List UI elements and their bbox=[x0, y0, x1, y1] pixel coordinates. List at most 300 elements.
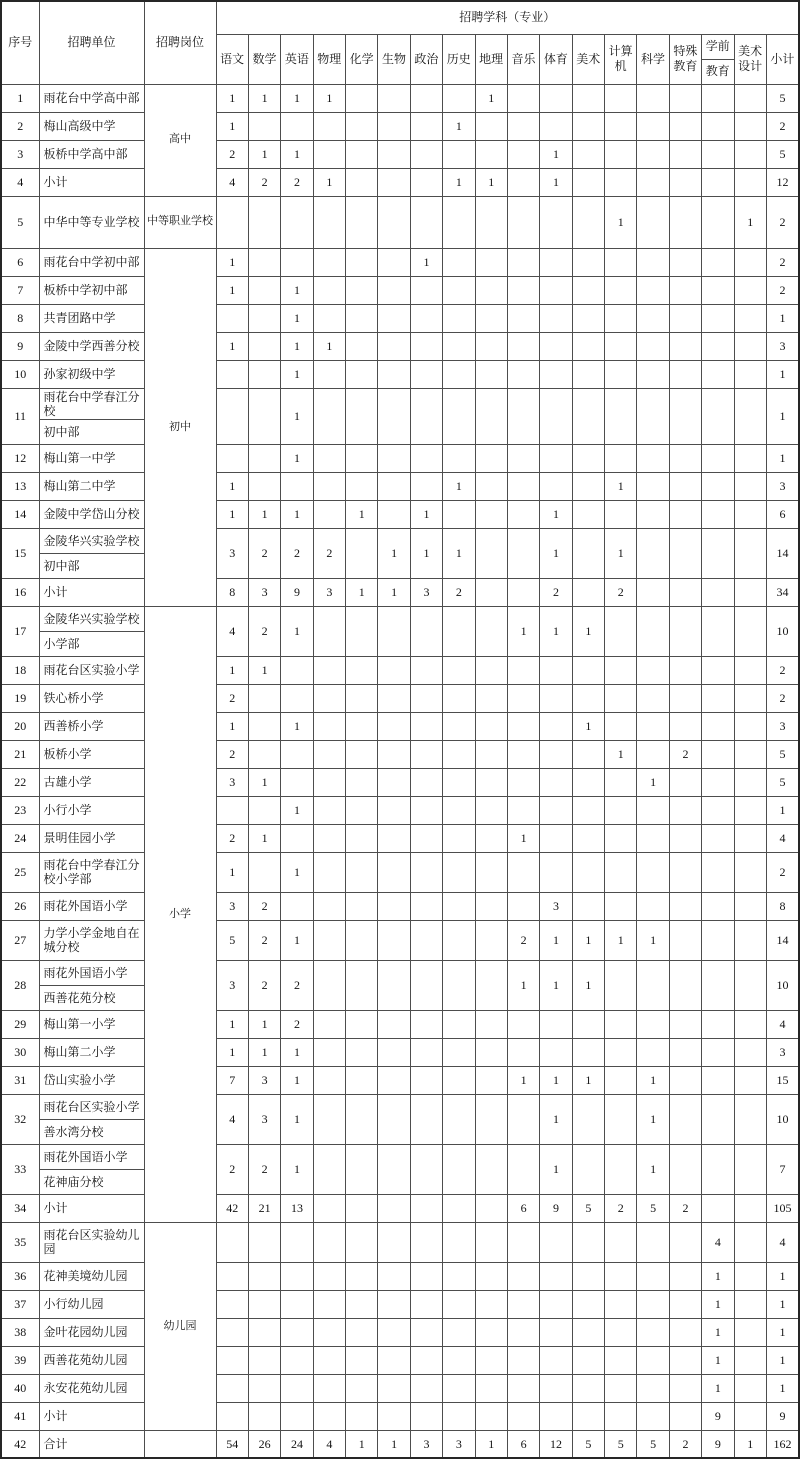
cell-value bbox=[572, 140, 604, 168]
cell-value bbox=[702, 140, 734, 168]
cell-value bbox=[669, 1010, 701, 1038]
cell-value bbox=[734, 304, 766, 332]
col-header-subject-14: 特殊教育 bbox=[669, 34, 701, 84]
table-row bbox=[1, 1318, 799, 1346]
cell-value bbox=[507, 332, 539, 360]
cell-value bbox=[637, 84, 669, 112]
col-header-subject-13: 科学 bbox=[637, 34, 669, 84]
cell-value: 3 bbox=[313, 578, 345, 606]
cell-value bbox=[637, 528, 669, 578]
cell-value bbox=[637, 1290, 669, 1318]
cell-value: 4 bbox=[766, 824, 799, 852]
cell-value bbox=[346, 1222, 378, 1262]
row-number: 34 bbox=[1, 1194, 39, 1222]
cell-value bbox=[669, 112, 701, 140]
cell-value bbox=[734, 606, 766, 656]
cell-value: 5 bbox=[572, 1430, 604, 1458]
cell-value: 5 bbox=[766, 768, 799, 796]
cell-value bbox=[572, 578, 604, 606]
col-header-subject-9: 音乐 bbox=[507, 34, 539, 84]
cell-value bbox=[346, 196, 378, 248]
row-number: 25 bbox=[1, 852, 39, 892]
cell-value bbox=[313, 140, 345, 168]
cell-value bbox=[281, 824, 313, 852]
table-row bbox=[1, 1094, 799, 1119]
cell-value bbox=[443, 388, 475, 444]
cell-value: 1 bbox=[216, 112, 248, 140]
cell-value bbox=[443, 1010, 475, 1038]
cell-value bbox=[637, 1318, 669, 1346]
cell-value bbox=[605, 168, 637, 196]
unit-name-secondary: 初中部 bbox=[39, 419, 144, 444]
cell-value: 2 bbox=[669, 1430, 701, 1458]
cell-value bbox=[507, 684, 539, 712]
cell-value bbox=[637, 444, 669, 472]
table-row bbox=[1, 684, 799, 712]
unit-name: 金陵中学岱山分校 bbox=[39, 500, 144, 528]
cell-value: 1 bbox=[378, 528, 410, 578]
cell-value bbox=[540, 1222, 572, 1262]
cell-value bbox=[281, 472, 313, 500]
row-number: 13 bbox=[1, 472, 39, 500]
cell-value bbox=[410, 168, 442, 196]
cell-value bbox=[281, 112, 313, 140]
cell-value bbox=[313, 740, 345, 768]
cell-value: 12 bbox=[766, 168, 799, 196]
table-row bbox=[1, 712, 799, 740]
cell-value bbox=[346, 656, 378, 684]
cell-value: 1 bbox=[346, 1430, 378, 1458]
cell-value bbox=[248, 684, 280, 712]
cell-value bbox=[669, 168, 701, 196]
cell-value bbox=[443, 1038, 475, 1066]
cell-value: 1 bbox=[766, 1262, 799, 1290]
cell-value bbox=[540, 1290, 572, 1318]
cell-value: 1 bbox=[248, 140, 280, 168]
row-number: 5 bbox=[1, 196, 39, 248]
unit-name: 梅山第二小学 bbox=[39, 1038, 144, 1066]
cell-value bbox=[281, 1222, 313, 1262]
col-header-unit: 招聘单位 bbox=[39, 1, 144, 84]
cell-value bbox=[346, 1144, 378, 1194]
unit-name: 梅山第一中学 bbox=[39, 444, 144, 472]
cell-value: 1 bbox=[281, 84, 313, 112]
row-number: 2 bbox=[1, 112, 39, 140]
cell-value: 1 bbox=[281, 276, 313, 304]
row-number: 39 bbox=[1, 1346, 39, 1374]
table-row bbox=[1, 656, 799, 684]
cell-value bbox=[248, 276, 280, 304]
cell-value bbox=[572, 528, 604, 578]
cell-value bbox=[572, 500, 604, 528]
cell-value bbox=[507, 656, 539, 684]
row-number: 9 bbox=[1, 332, 39, 360]
cell-value: 1 bbox=[766, 1290, 799, 1318]
cell-value bbox=[216, 388, 248, 444]
cell-value bbox=[669, 1144, 701, 1194]
cell-value bbox=[378, 852, 410, 892]
cell-value bbox=[637, 1374, 669, 1402]
cell-value bbox=[216, 304, 248, 332]
cell-value bbox=[734, 824, 766, 852]
cell-value: 2 bbox=[248, 168, 280, 196]
cell-value: 2 bbox=[766, 852, 799, 892]
cell-value bbox=[410, 1066, 442, 1094]
unit-name: 小行小学 bbox=[39, 796, 144, 824]
cell-value: 1 bbox=[507, 824, 539, 852]
unit-name: 雨花台区实验小学 bbox=[39, 1094, 144, 1119]
cell-value bbox=[702, 360, 734, 388]
col-header-subject-16: 美术设计 bbox=[734, 34, 766, 84]
table-row bbox=[1, 388, 799, 419]
cell-value: 1 bbox=[281, 920, 313, 960]
col-header-subject-6: 政治 bbox=[410, 34, 442, 84]
cell-value bbox=[572, 796, 604, 824]
cell-value bbox=[475, 248, 507, 276]
cell-value bbox=[475, 1346, 507, 1374]
cell-value: 4 bbox=[766, 1010, 799, 1038]
cell-value bbox=[572, 1144, 604, 1194]
cell-value bbox=[443, 796, 475, 824]
cell-value bbox=[443, 684, 475, 712]
cell-value bbox=[378, 1010, 410, 1038]
row-number: 40 bbox=[1, 1374, 39, 1402]
unit-name-secondary: 初中部 bbox=[39, 553, 144, 578]
cell-value bbox=[572, 360, 604, 388]
cell-value bbox=[669, 304, 701, 332]
cell-value bbox=[248, 1318, 280, 1346]
row-number: 24 bbox=[1, 824, 39, 852]
cell-value bbox=[313, 824, 345, 852]
cell-value bbox=[702, 472, 734, 500]
cell-value bbox=[216, 1402, 248, 1430]
cell-value: 1 bbox=[410, 248, 442, 276]
cell-value bbox=[507, 740, 539, 768]
cell-value: 1 bbox=[281, 852, 313, 892]
cell-value bbox=[702, 112, 734, 140]
cell-value bbox=[378, 360, 410, 388]
table-row bbox=[1, 796, 799, 824]
cell-value bbox=[507, 472, 539, 500]
cell-value bbox=[572, 1262, 604, 1290]
cell-value bbox=[346, 1066, 378, 1094]
cell-value: 1 bbox=[313, 84, 345, 112]
cell-value: 3 bbox=[248, 1066, 280, 1094]
cell-value bbox=[637, 1222, 669, 1262]
cell-value: 3 bbox=[766, 1038, 799, 1066]
cell-value bbox=[734, 656, 766, 684]
cell-value bbox=[410, 444, 442, 472]
cell-value bbox=[734, 1038, 766, 1066]
cell-value bbox=[572, 304, 604, 332]
cell-value bbox=[669, 276, 701, 304]
cell-value: 1 bbox=[248, 824, 280, 852]
cell-value bbox=[216, 796, 248, 824]
cell-value: 1 bbox=[281, 606, 313, 656]
cell-value bbox=[378, 1066, 410, 1094]
cell-value bbox=[443, 1144, 475, 1194]
cell-value bbox=[669, 444, 701, 472]
cell-value bbox=[346, 1262, 378, 1290]
cell-value bbox=[313, 248, 345, 276]
cell-value bbox=[572, 472, 604, 500]
cell-value bbox=[410, 1194, 442, 1222]
cell-value: 2 bbox=[248, 960, 280, 1010]
table-row bbox=[1, 1374, 799, 1402]
cell-value bbox=[475, 1318, 507, 1346]
cell-value bbox=[378, 140, 410, 168]
cell-value: 54 bbox=[216, 1430, 248, 1458]
cell-value bbox=[410, 1374, 442, 1402]
cell-value: 1 bbox=[216, 248, 248, 276]
col-header-subject-0: 语文 bbox=[216, 34, 248, 84]
cell-value: 3 bbox=[766, 712, 799, 740]
post-label: 幼儿园 bbox=[144, 1222, 216, 1430]
cell-value: 3 bbox=[443, 1430, 475, 1458]
cell-value bbox=[475, 500, 507, 528]
cell-value bbox=[540, 332, 572, 360]
cell-value bbox=[702, 768, 734, 796]
cell-value bbox=[507, 796, 539, 824]
cell-value bbox=[540, 768, 572, 796]
cell-value bbox=[669, 1222, 701, 1262]
cell-value bbox=[572, 656, 604, 684]
cell-value bbox=[734, 1066, 766, 1094]
cell-value bbox=[410, 606, 442, 656]
cell-value bbox=[669, 140, 701, 168]
cell-value bbox=[378, 768, 410, 796]
cell-value bbox=[734, 1094, 766, 1144]
cell-value bbox=[605, 388, 637, 444]
cell-value bbox=[734, 528, 766, 578]
cell-value bbox=[378, 276, 410, 304]
cell-value bbox=[702, 1010, 734, 1038]
cell-value bbox=[572, 1318, 604, 1346]
cell-value bbox=[443, 1222, 475, 1262]
cell-value bbox=[734, 1144, 766, 1194]
cell-value bbox=[216, 1318, 248, 1346]
cell-value: 2 bbox=[248, 920, 280, 960]
col-header-subject-8: 地理 bbox=[475, 34, 507, 84]
cell-value bbox=[669, 500, 701, 528]
cell-value: 1 bbox=[540, 606, 572, 656]
cell-value bbox=[313, 1374, 345, 1402]
row-number: 12 bbox=[1, 444, 39, 472]
cell-value: 1 bbox=[281, 1038, 313, 1066]
cell-value bbox=[702, 388, 734, 444]
cell-value: 2 bbox=[281, 1010, 313, 1038]
cell-value bbox=[378, 1094, 410, 1144]
cell-value: 14 bbox=[766, 920, 799, 960]
cell-value bbox=[540, 852, 572, 892]
cell-value bbox=[702, 960, 734, 1010]
cell-value bbox=[281, 1262, 313, 1290]
cell-value bbox=[669, 656, 701, 684]
cell-value bbox=[410, 1318, 442, 1346]
cell-value bbox=[637, 656, 669, 684]
cell-value: 1 bbox=[734, 1430, 766, 1458]
cell-value bbox=[702, 196, 734, 248]
cell-value: 5 bbox=[216, 920, 248, 960]
cell-value: 9 bbox=[540, 1194, 572, 1222]
cell-value bbox=[669, 248, 701, 276]
cell-value: 2 bbox=[216, 740, 248, 768]
cell-value bbox=[734, 276, 766, 304]
row-number: 42 bbox=[1, 1430, 39, 1458]
cell-value bbox=[313, 196, 345, 248]
row-number: 14 bbox=[1, 500, 39, 528]
cell-value bbox=[313, 852, 345, 892]
cell-value bbox=[378, 606, 410, 656]
cell-value: 5 bbox=[637, 1194, 669, 1222]
cell-value bbox=[540, 1038, 572, 1066]
cell-value bbox=[443, 196, 475, 248]
row-number: 26 bbox=[1, 892, 39, 920]
cell-value: 2 bbox=[766, 248, 799, 276]
cell-value bbox=[248, 1290, 280, 1318]
cell-value: 8 bbox=[766, 892, 799, 920]
cell-value bbox=[475, 1038, 507, 1066]
cell-value: 1 bbox=[281, 796, 313, 824]
cell-value bbox=[313, 444, 345, 472]
row-number: 38 bbox=[1, 1318, 39, 1346]
cell-value bbox=[346, 1318, 378, 1346]
table-header bbox=[1, 1, 799, 84]
cell-value bbox=[734, 578, 766, 606]
split-header-bottom: 教育 bbox=[705, 64, 730, 78]
cell-value bbox=[702, 606, 734, 656]
cell-value bbox=[410, 1290, 442, 1318]
cell-value: 6 bbox=[507, 1194, 539, 1222]
cell-value bbox=[475, 388, 507, 444]
cell-value bbox=[410, 276, 442, 304]
cell-value bbox=[313, 1222, 345, 1262]
cell-value: 2 bbox=[669, 740, 701, 768]
cell-value bbox=[637, 960, 669, 1010]
cell-value bbox=[572, 1222, 604, 1262]
cell-value: 2 bbox=[313, 528, 345, 578]
cell-value bbox=[605, 960, 637, 1010]
cell-value bbox=[572, 332, 604, 360]
row-number: 15 bbox=[1, 528, 39, 578]
cell-value bbox=[475, 606, 507, 656]
row-number: 37 bbox=[1, 1290, 39, 1318]
table-row bbox=[1, 1066, 799, 1094]
col-header-subject-12: 计算机 bbox=[605, 34, 637, 84]
cell-value bbox=[540, 388, 572, 444]
row-number: 16 bbox=[1, 578, 39, 606]
cell-value bbox=[410, 1222, 442, 1262]
cell-value: 1 bbox=[216, 276, 248, 304]
cell-value bbox=[346, 1402, 378, 1430]
cell-value bbox=[313, 1010, 345, 1038]
cell-value bbox=[410, 1346, 442, 1374]
cell-value bbox=[669, 824, 701, 852]
cell-value bbox=[507, 388, 539, 444]
cell-value: 1 bbox=[605, 740, 637, 768]
cell-value: 1 bbox=[572, 960, 604, 1010]
cell-value: 2 bbox=[766, 112, 799, 140]
cell-value: 4 bbox=[702, 1222, 734, 1262]
cell-value bbox=[702, 656, 734, 684]
cell-value bbox=[605, 1290, 637, 1318]
cell-value bbox=[734, 332, 766, 360]
unit-name: 雨花台中学高中部 bbox=[39, 84, 144, 112]
cell-value bbox=[637, 852, 669, 892]
cell-value bbox=[540, 796, 572, 824]
cell-value: 7 bbox=[216, 1066, 248, 1094]
cell-value bbox=[313, 920, 345, 960]
cell-value bbox=[734, 500, 766, 528]
cell-value bbox=[443, 444, 475, 472]
cell-value bbox=[572, 168, 604, 196]
cell-value: 5 bbox=[766, 140, 799, 168]
cell-value: 1 bbox=[540, 500, 572, 528]
cell-value bbox=[669, 1066, 701, 1094]
row-number: 28 bbox=[1, 960, 39, 1010]
row-number: 21 bbox=[1, 740, 39, 768]
cell-value bbox=[443, 1094, 475, 1144]
cell-value bbox=[378, 1144, 410, 1194]
row-number: 10 bbox=[1, 360, 39, 388]
cell-value bbox=[734, 960, 766, 1010]
cell-value bbox=[507, 276, 539, 304]
table-row bbox=[1, 1144, 799, 1169]
table-row bbox=[1, 768, 799, 796]
cell-value bbox=[507, 1318, 539, 1346]
cell-value: 1 bbox=[540, 140, 572, 168]
cell-value bbox=[637, 578, 669, 606]
cell-value bbox=[346, 168, 378, 196]
row-number: 32 bbox=[1, 1094, 39, 1144]
cell-value bbox=[248, 360, 280, 388]
cell-value: 2 bbox=[281, 168, 313, 196]
unit-name: 梅山高级中学 bbox=[39, 112, 144, 140]
cell-value bbox=[313, 1144, 345, 1194]
cell-value bbox=[637, 1262, 669, 1290]
cell-value bbox=[734, 740, 766, 768]
row-number: 4 bbox=[1, 168, 39, 196]
cell-value: 1 bbox=[766, 388, 799, 444]
cell-value bbox=[734, 1346, 766, 1374]
cell-value bbox=[507, 112, 539, 140]
cell-value: 1 bbox=[443, 528, 475, 578]
post-label bbox=[144, 1430, 216, 1458]
cell-value: 1 bbox=[443, 112, 475, 140]
cell-value: 10 bbox=[766, 606, 799, 656]
cell-value bbox=[443, 1402, 475, 1430]
cell-value: 8 bbox=[216, 578, 248, 606]
cell-value bbox=[378, 248, 410, 276]
cell-value: 1 bbox=[540, 1094, 572, 1144]
cell-value bbox=[734, 1374, 766, 1402]
cell-value bbox=[637, 168, 669, 196]
cell-value bbox=[734, 1010, 766, 1038]
unit-name-secondary: 小学部 bbox=[39, 631, 144, 656]
unit-name: 永安花苑幼儿园 bbox=[39, 1374, 144, 1402]
unit-name-secondary: 花神庙分校 bbox=[39, 1169, 144, 1194]
table-row bbox=[1, 578, 799, 606]
cell-value bbox=[702, 1144, 734, 1194]
unit-name: 雨花台中学春江分校小学部 bbox=[39, 852, 144, 892]
cell-value bbox=[216, 444, 248, 472]
cell-value bbox=[702, 712, 734, 740]
row-number: 20 bbox=[1, 712, 39, 740]
table-row bbox=[1, 248, 799, 276]
unit-name: 雨花台中学初中部 bbox=[39, 248, 144, 276]
cell-value bbox=[540, 712, 572, 740]
col-header-subject-17: 小计 bbox=[766, 34, 799, 84]
